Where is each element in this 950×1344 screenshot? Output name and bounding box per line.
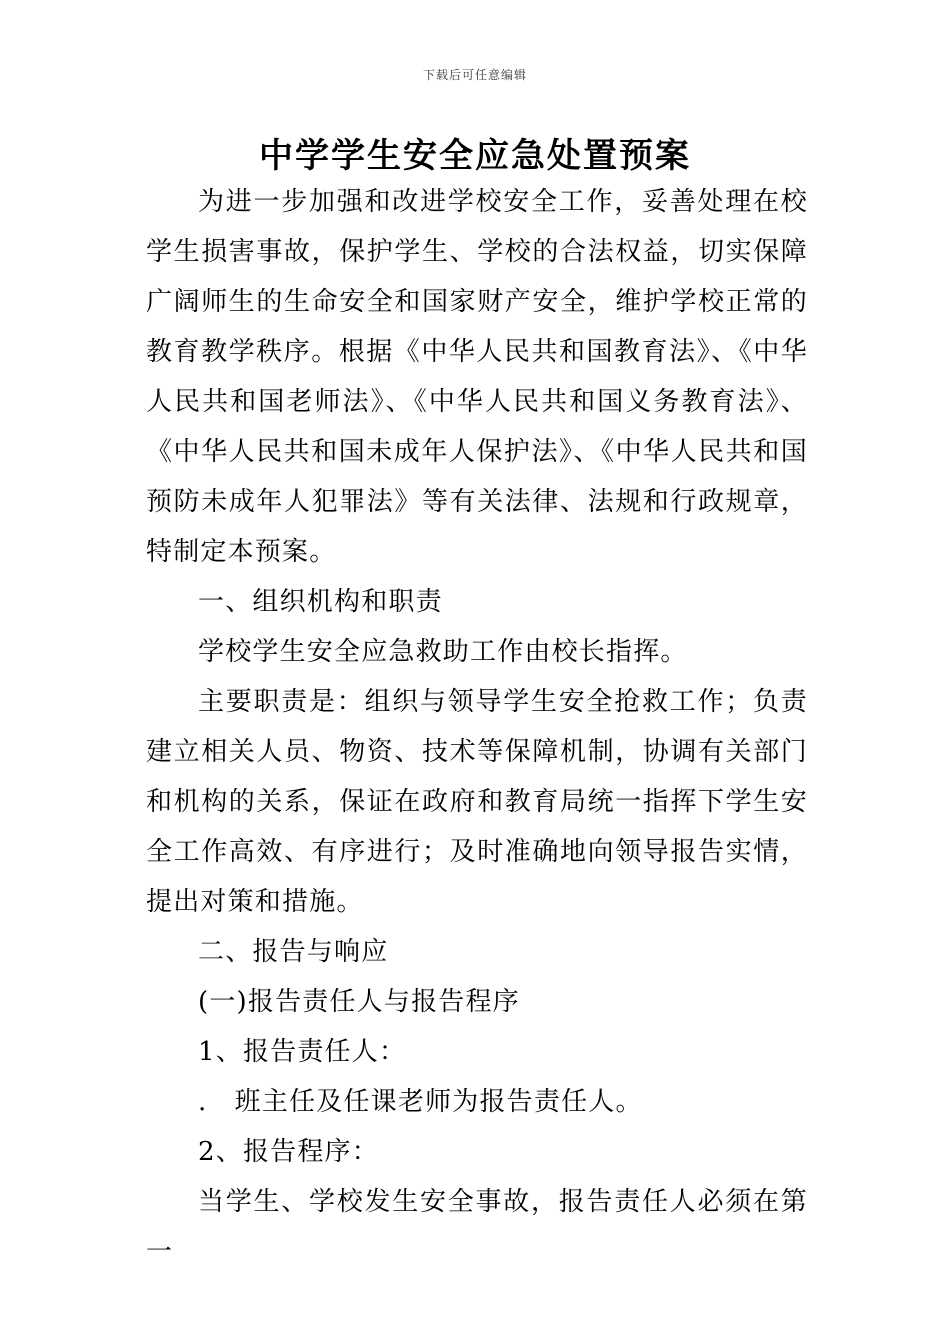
list-item-reporter-detail: . 班主任及任课老师为报告责任人。 — [198, 1087, 643, 1117]
list-item-reporter: 1、报告责任人： — [198, 1037, 407, 1067]
document-title: 中学学生安全应急处置预案 — [259, 136, 691, 176]
paragraph-procedure-detail: 当学生、学校发生安全事故，报告责任人必须在第一 — [146, 1187, 808, 1267]
paragraph-command: 学校学生安全应急救助工作由校长指挥。 — [198, 637, 688, 667]
section-heading-organization: 一、组织机构和职责 — [198, 587, 443, 617]
list-item-procedure: 2、报告程序： — [198, 1137, 379, 1167]
document-body — [146, 177, 808, 1277]
paragraph-duties: 主要职责是：组织与领导学生安全抢救工作；负责建立相关人员、物资、技术等保障机制，协调有关部门和机构的关系，保证在政府和教育局统一指挥下学生安全工作高效、有序进行；及时准确地向领导报告实情，提出对策和措施。 — [146, 687, 808, 917]
section-heading-report: 二、报告与响应 — [198, 937, 389, 967]
subsection-heading-report-procedure: (一)报告责任人与报告程序 — [198, 987, 520, 1017]
header-note: 下载后可任意编辑 — [422, 68, 527, 82]
paragraph-intro: 为进一步加强和改进学校安全工作，妥善处理在校学生损害事故，保护学生、学校的合法权益，切实保障广阔师生的生命安全和国家财产安全，维护学校正常的教育教学秩序。根据《中华人民共和国教育法》、《中华人民共和国老师法》、《中华人民共和国义务教育法》、《中华人民共和国未成年人保护法》、《中华人民共和国预防未成年人犯罪法》等有关法律、法规和行政规章，特制定本预案。 — [146, 187, 808, 567]
